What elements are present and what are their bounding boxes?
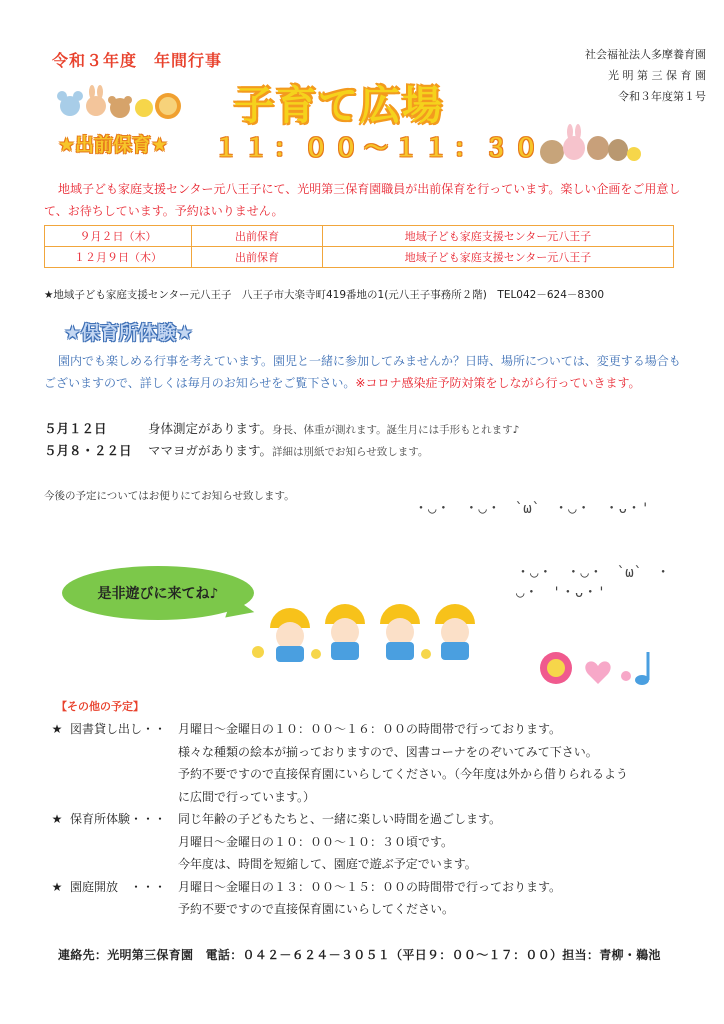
event-date: ５月１２日	[44, 421, 107, 436]
children-illustration	[250, 598, 490, 664]
year-title: 令和３年度 年間行事	[52, 51, 223, 70]
event-note: 詳細は別紙でお知らせ致します。	[272, 446, 429, 458]
faces-decoration: ・◡・ ・◡・ `ω` ・◡・ '・ᴗ・'	[516, 565, 671, 601]
org-block	[585, 44, 706, 107]
other-line: 同じ年齢の子どもたちと、一緒に楽しい時間を過ごします。	[178, 812, 502, 826]
animals-illustration-right	[538, 122, 642, 168]
event-date: ５月８・２２日	[44, 443, 132, 458]
later-notice: 今後の予定についてはお便りにてお知らせ致します。	[44, 490, 295, 502]
schedule-table	[44, 225, 674, 268]
event-title: 身体測定があります。	[148, 421, 273, 436]
faces-decoration: ・◡・ ・◡・ `ω` ・◡・ ・ᴗ・'	[414, 501, 650, 517]
star-icon: ★	[51, 879, 63, 894]
other-line: 予約不要ですので直接保育園にいらしてください。（今年度は外から借りられるよう	[178, 767, 629, 781]
list-item	[44, 876, 628, 899]
other-line: 月曜日～金曜日の１０：００～１６：００の時間帯で行っております。	[178, 722, 562, 736]
other-line: に広間で行っています。）	[178, 789, 316, 804]
demae-time: １１：００～１１：３０	[214, 134, 544, 162]
covid-note: ※コロナ感染症予防対策をしながら行っていきます。	[355, 376, 641, 390]
other-schedule	[44, 718, 628, 921]
star-icon: ★	[51, 812, 63, 826]
list-item	[44, 808, 628, 831]
schedule-date: ９月２日（木）	[45, 226, 192, 247]
demae-intro: 地域子ども家庭支援センター元八王子にて、光明第三保育園職員が出前保育を行っています。楽しい企画をご用意して、お待ちしています。予約はいりません。	[44, 182, 681, 218]
hoiku-description	[44, 350, 690, 394]
flower-heart-illustration	[536, 646, 662, 694]
contact-info: 連絡先：光明第三保育園 電話：０４２－６２４－３０５１（平日９：００～１７：００）担当：青柳・鵜池	[58, 948, 661, 962]
schedule-type: 出前保育	[192, 226, 323, 247]
table-row	[45, 226, 674, 247]
event-note: 身長、体重が測れます。誕生月には手形もとれます♪	[272, 424, 520, 436]
other-line: 様々な種類の絵本が揃っておりますので、図書コーナをのぞいてみて下さい。	[178, 744, 598, 759]
table-row	[45, 247, 674, 268]
other-label: 図書貸し出し・・	[70, 722, 167, 736]
hoiku-heading: ★保育所体験★	[64, 322, 194, 344]
other-heading: 【その他の予定】	[56, 700, 144, 713]
schedule-place: 地域子ども家庭支援センター元八王子	[323, 226, 674, 247]
star-icon: ★	[51, 722, 63, 736]
other-line: 今年度は、時間を短縮して、園庭で遊ぶ予定でいます。	[178, 857, 477, 871]
speech-bubble: 是非遊びに来てね♪	[62, 566, 254, 620]
center-address: ★地域子ども家庭支援センター元八王子 八王子市大楽寺町419番地の1(元八王子事務所２階) TEL042－624－8300	[44, 289, 605, 301]
other-label: 園庭開放 ・・・	[70, 879, 167, 894]
event-item	[44, 419, 519, 437]
other-line: 月曜日～金曜日の１０：００～１０：３０頃です。	[178, 834, 454, 849]
event-item	[44, 441, 428, 459]
hoiku-desc-main: 園内でも楽しめる行事を考えています。園児と一緒に参加してみませんか？日時、場所については、変更する場合もございますので、詳しくは毎月のお知らせをご覧下さい。	[44, 354, 681, 390]
demae-heading: ★出前保育★	[58, 134, 169, 156]
org-name: 社会福祉法人多摩養育園	[585, 48, 706, 61]
event-title: ママヨガがあります。	[148, 443, 273, 458]
other-line: 予約不要ですので直接保育園にいらしてください。	[178, 902, 455, 916]
schedule-date: １２月９日（木）	[45, 247, 192, 268]
list-item	[44, 718, 628, 741]
schedule-place: 地域子ども家庭支援センター元八王子	[323, 247, 674, 268]
animals-illustration	[56, 84, 186, 124]
schedule-type: 出前保育	[192, 247, 323, 268]
other-line: 月曜日～金曜日の１３：００～１５：００の時間帯で行っております。	[178, 879, 562, 894]
school-name: 光 明 第 三 保 育 園	[608, 69, 706, 82]
main-title: 子育て広場	[234, 83, 444, 129]
issue-number: 令和３年度第１号	[618, 90, 706, 103]
other-label: 保育所体験・・・	[70, 812, 167, 826]
